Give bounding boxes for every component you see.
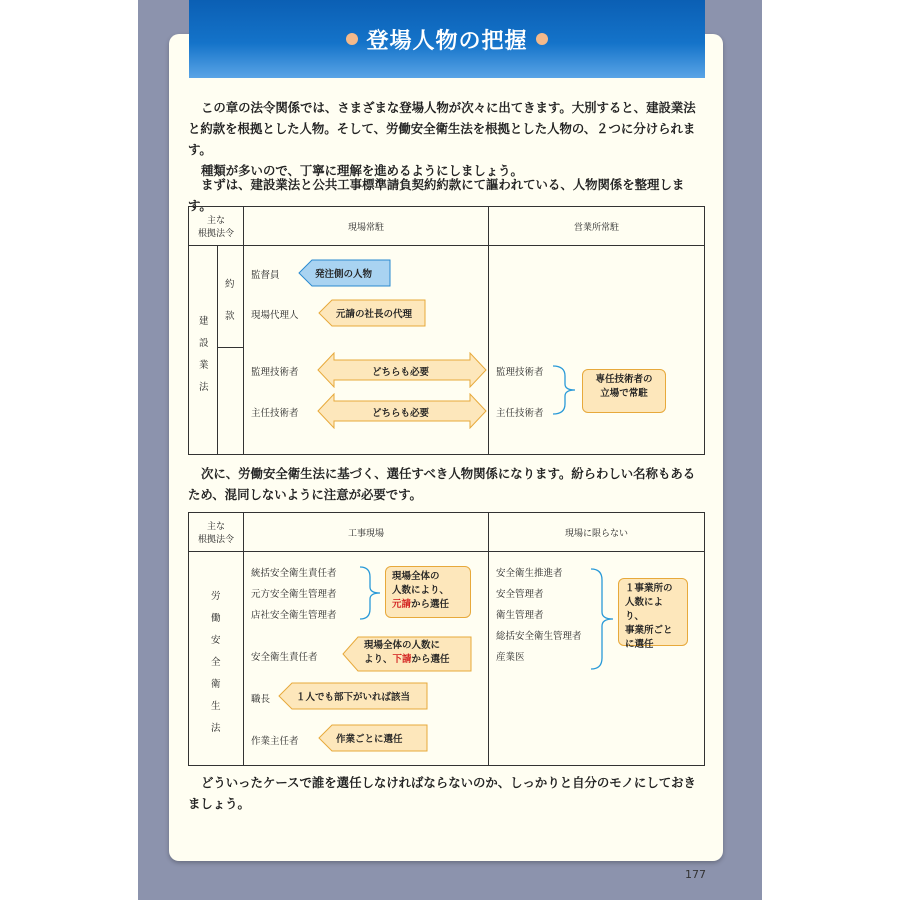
role-site-agent: 現場代理人 — [251, 310, 299, 321]
client-side-label: 発注側の人物 — [315, 269, 373, 280]
header-anywhere: 現場に限らない — [489, 513, 705, 552]
page-number: 177 — [685, 868, 706, 881]
office-box-line4: に選任 — [625, 639, 654, 650]
onsite-cell — [244, 246, 489, 455]
role-safety-promoter: 安全衛生推進者 — [496, 568, 563, 579]
worksite-cell — [244, 552, 489, 766]
intro-text — [188, 97, 705, 181]
office-box-line2: 人数により、 — [625, 597, 664, 622]
dedicated-engineer-box — [582, 369, 666, 413]
table-construction-law — [188, 206, 705, 455]
header-law-line2: 根拠法令 — [197, 229, 234, 239]
law-char: 業 — [199, 360, 209, 371]
header-law-line1: 主な — [206, 522, 225, 532]
bullet-dot-icon — [346, 33, 358, 45]
law-char: 労 — [211, 591, 221, 602]
law-cell — [189, 552, 244, 766]
both-required-label: どちらも必要 — [372, 408, 430, 419]
role-work-chief: 作業主任者 — [251, 736, 299, 747]
law-char: 働 — [211, 613, 221, 624]
both-required-label: どちらも必要 — [372, 367, 430, 378]
office-box-line3: 事業所ごと — [625, 625, 673, 636]
dedicated-line1: 専任技術者の — [595, 374, 653, 385]
law-char: 設 — [199, 338, 209, 349]
prime-box-line3 — [392, 598, 464, 612]
table-safety-law — [188, 512, 705, 766]
contract-char: 款 — [225, 311, 235, 322]
role-general-safety-director: 総括安全衛生管理者 — [496, 631, 582, 642]
lead-paragraph-1: まずは、建設業法と公共工事標準請負契約約款にて謳われている、人物関係を整理します。 — [188, 177, 685, 213]
subcontractor-label — [364, 639, 450, 667]
role-health-manager: 衛生管理者 — [496, 610, 544, 621]
subcontractor-suffix: から選任 — [411, 654, 450, 665]
header-office: 営業所常駐 — [489, 207, 705, 246]
prime-box-line1: 現場全体の — [392, 571, 440, 582]
subcontractor-highlight: 下請 — [392, 654, 412, 665]
intro-paragraph-2: 種類が多いので、丁寧に理解を進めるようにしましょう。 — [201, 163, 523, 178]
foreman-label: １人でも部下がいれば該当 — [296, 692, 411, 703]
page-title: 登場人物の把握 — [366, 28, 528, 54]
per-office-box — [618, 578, 688, 650]
brace-icon — [358, 564, 386, 622]
subcontractor-prefix: より、 — [364, 654, 393, 665]
law-char: 生 — [211, 701, 221, 712]
header-law-line2: 根拠法令 — [197, 535, 234, 545]
prime-contractor-box — [385, 566, 471, 618]
closing-paragraph: どういったケースで誰を選任しなければならないのか、しっかりと自分のモノにしておきましょう。 — [188, 775, 696, 811]
prime-box-suffix: から選任 — [411, 599, 450, 610]
role-prime-safety-manager: 元方安全衛生管理者 — [251, 589, 337, 600]
intro-paragraph-1: この章の法令関係では、さまざまな登場人物が次々に出てきます。大別すると、建設業法と約款を根拠とした人物。そして、労働安全衛生法を根拠とした人物の、２つに分けられます。 — [188, 100, 696, 157]
role-industrial-physician: 産業医 — [496, 652, 525, 663]
agent-label: 元請の社長の代理 — [336, 309, 413, 320]
header-onsite: 現場常駐 — [244, 207, 489, 246]
role-lead-engineer: 主任技術者 — [251, 408, 299, 419]
title-banner — [189, 0, 705, 78]
office-chief-engineer: 監理技術者 — [496, 367, 544, 378]
law-char: 建 — [199, 316, 209, 327]
header-worksite: 工事現場 — [244, 513, 489, 552]
office-lead-engineer: 主任技術者 — [496, 408, 544, 419]
contract-char: 約 — [225, 279, 235, 290]
dedicated-line2: 立場で常駐 — [600, 388, 648, 399]
law-char: 法 — [211, 723, 221, 734]
role-foreman: 職長 — [251, 694, 271, 705]
subcontractor-line2 — [364, 653, 450, 667]
bullet-dot-icon — [536, 33, 548, 45]
role-office-safety-manager: 店社安全衛生管理者 — [251, 610, 337, 621]
lead-paragraph-2: 次に、労働安全衛生法に基づく、選任すべき人物関係になります。紛らわしい名称もあるため、混同しないように注意が必要です。 — [188, 466, 696, 502]
role-safety-manager: 安全管理者 — [496, 589, 544, 600]
header-law — [189, 513, 244, 552]
law-char: 全 — [211, 657, 221, 668]
law-char: 法 — [199, 382, 209, 393]
prime-box-line2: 人数により、 — [392, 585, 450, 596]
role-chief-engineer: 監理技術者 — [251, 367, 299, 378]
brace-icon — [551, 362, 581, 418]
role-supervisor: 監督員 — [251, 270, 280, 281]
brace-icon — [589, 566, 619, 672]
subcontractor-line1: 現場全体の人数に — [364, 640, 441, 651]
work-chief-label: 作業ごとに選任 — [336, 734, 403, 745]
office-box-line1: １事業所の — [625, 583, 673, 594]
header-law — [189, 207, 244, 246]
law-cell — [189, 246, 244, 455]
law-char: 安 — [211, 635, 221, 646]
office-cell — [489, 246, 705, 455]
role-general-safety-manager: 統括安全衛生責任者 — [251, 568, 337, 579]
prime-contractor-highlight: 元請 — [392, 599, 412, 610]
role-safety-responsible: 安全衛生責任者 — [251, 652, 318, 663]
header-law-line1: 主な — [206, 216, 225, 226]
law-char: 衛 — [211, 679, 221, 690]
anywhere-cell — [489, 552, 705, 766]
